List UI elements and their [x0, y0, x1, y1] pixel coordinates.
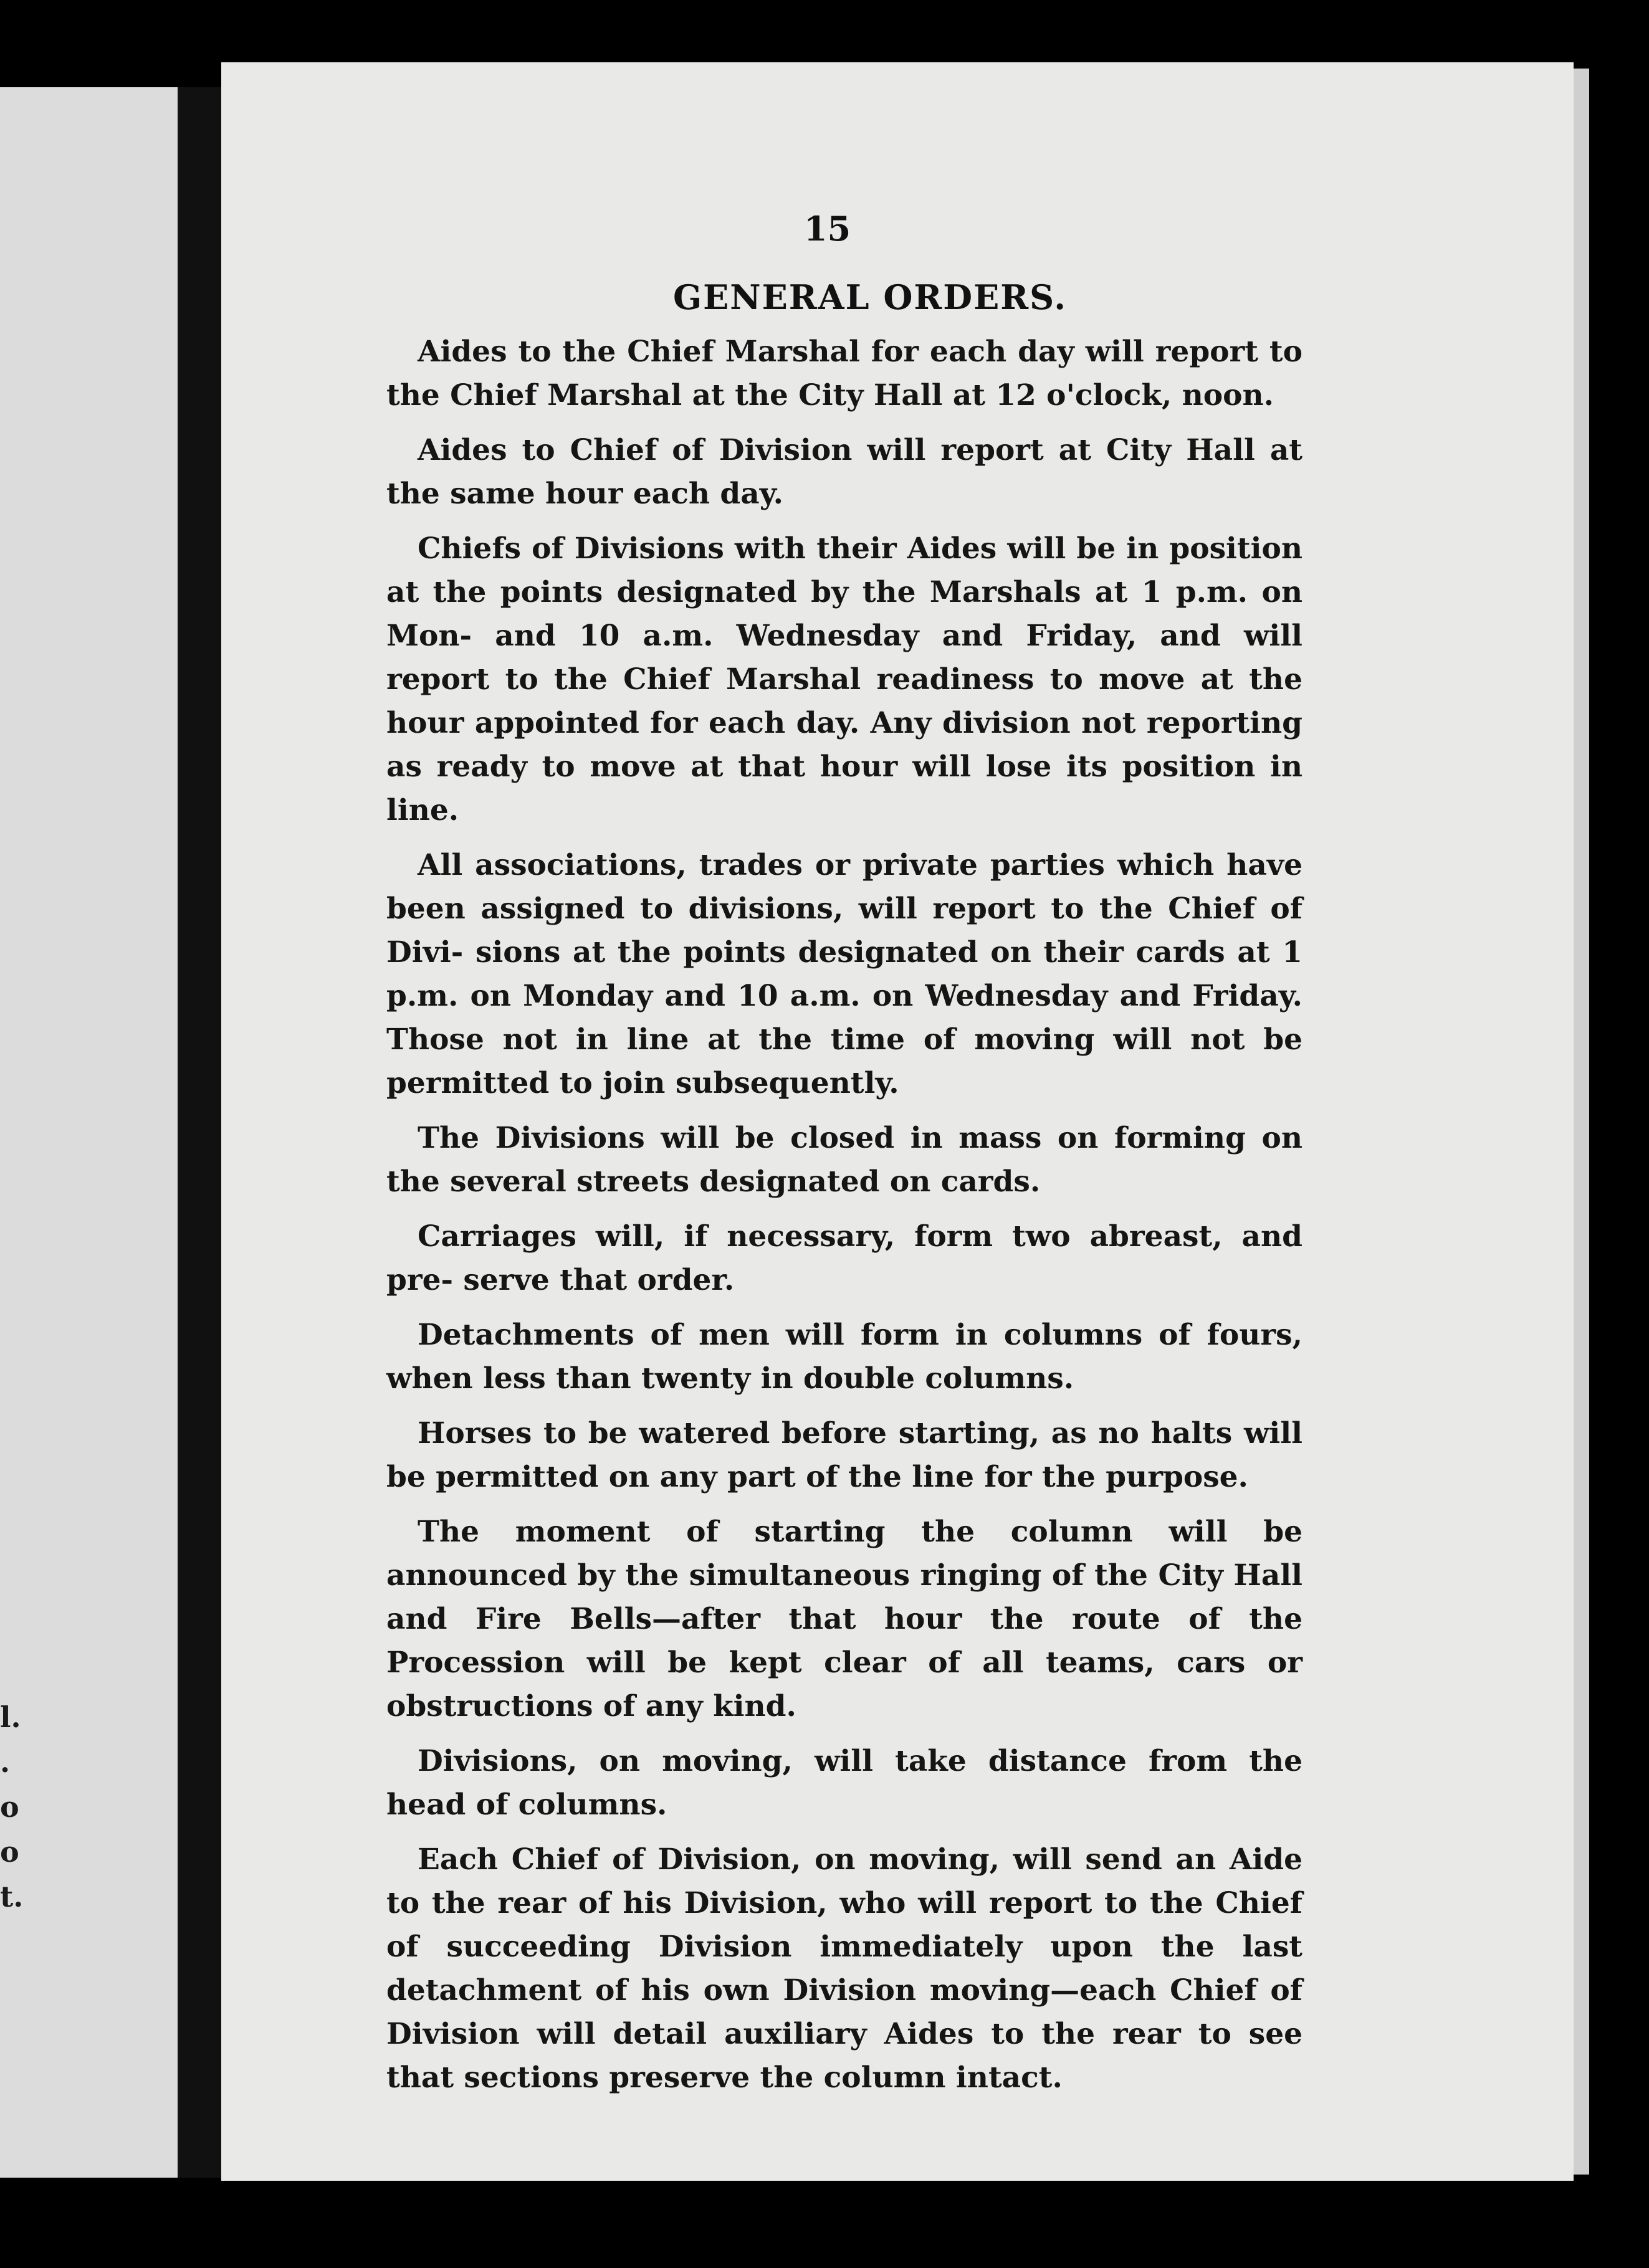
- fragment: o: [0, 1790, 19, 1824]
- paragraph: Aides to Chief of Division will report at City Hall at the same hour each day.: [386, 433, 1302, 511]
- paragraph: Carriages will, if necessary, form two abreast, and pre- serve that order.: [386, 1219, 1302, 1297]
- paragraph: Each Chief of Division, on moving, will send an Aide to the rear of his Division, who will report to the Chief of succeeding Division immediately upon the last detachment of his own Division moving—each Chief of Division will detail auxiliary Aides to the rear to see that sections preserve the column intact.: [386, 1842, 1302, 2095]
- left-page-text-fragments: [0, 1695, 25, 1919]
- body-text: [386, 330, 1302, 2111]
- book-binding: [178, 87, 221, 2178]
- fragment: .: [0, 1745, 11, 1779]
- fragment: l.: [0, 1700, 21, 1734]
- paragraph: All associations, trades or private parties which have been assigned to divisions, will report to the Chief of Divi- sions at the points designated on their cards at 1 p.m. on Monday and 10 a.m. on Wednesday and Friday. Those not in line at the time of moving will not be permitted to join subsequently.: [386, 848, 1302, 1100]
- fragment: o: [0, 1835, 19, 1869]
- fragment: t.: [0, 1880, 24, 1913]
- paragraph: The Divisions will be closed in mass on forming on the several streets designated on cards.: [386, 1121, 1302, 1199]
- paragraph: Detachments of men will form in columns of fours, when less than twenty in double columns.: [386, 1318, 1302, 1396]
- paragraph: Horses to be watered before starting, as no halts will be permitted on any part of the line for the purpose.: [386, 1416, 1302, 1494]
- paragraph: Divisions, on moving, will take distance from the head of columns.: [386, 1744, 1302, 1822]
- page-number: 15: [804, 209, 851, 249]
- left-page-edge: [0, 87, 178, 2178]
- page-edge: [1574, 69, 1589, 2175]
- paragraph: The moment of starting the column will be announced by the simultaneous ringing of the City Hall and Fire Bells—after that hour the route of the Procession will be kept clear of all teams, cars or obstructions of any kind.: [386, 1515, 1302, 1723]
- paragraph: Aides to the Chief Marshal for each day will report to the Chief Marshal at the City Hall at 12 o'clock, noon.: [386, 335, 1302, 412]
- page-heading: GENERAL ORDERS.: [673, 277, 1067, 317]
- paragraph: Chiefs of Divisions with their Aides will be in position at the points designated by the Marshals at 1 p.m. on Mon- and 10 a.m. Wednesday and Friday, and will report to the Chief Marshal readiness to move at the hour appointed for each day. Any division not reporting as ready to move at that hour will lose its position in line.: [386, 531, 1302, 827]
